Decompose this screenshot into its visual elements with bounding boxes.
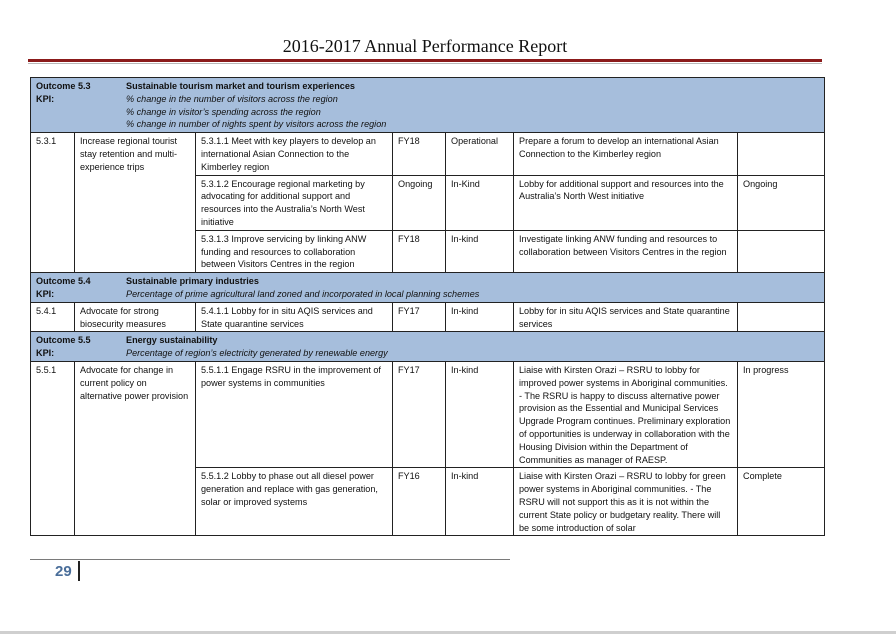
comment-cell: Lobby for in situ AQIS services and State quarantine services bbox=[514, 302, 738, 332]
action-cell: 5.3.1.2 Encourage regional marketing by advocating for additional support and resources into the Australia’s North West initiative bbox=[196, 175, 393, 230]
comment-cell: Liaise with Kirsten Orazi – RSRU to lobby for improved power systems in Aboriginal communities. - The RSRU is happy to discuss alternative power provision as the Essential and Municipal Services Upgrade Program continues. Preliminary exploration of opportunities is underway in collaboration with the Housing Division within the Department of Communities as manager of RAESP. bbox=[514, 361, 738, 467]
outcome-title: Sustainable primary industries bbox=[126, 276, 259, 287]
kpi-text: Percentage of prime agricultural land zoned and incorporated in local planning schemes bbox=[126, 288, 480, 299]
kpi-text: % change in the number of visitors across the region bbox=[126, 93, 338, 104]
timing-cell: Ongoing bbox=[393, 175, 446, 230]
action-cell: 5.5.1.1 Engage RSRU in the improvement of power systems in communities bbox=[196, 361, 393, 467]
status-cell: Ongoing bbox=[738, 175, 825, 230]
kpi-label: KPI: bbox=[36, 288, 55, 299]
outcome-header bbox=[31, 273, 825, 303]
timing-cell: FY18 bbox=[393, 133, 446, 175]
comment-cell: Liaise with Kirsten Orazi – RSRU to lobby for green power systems in Aboriginal communities. - The RSRU will not support this as it is not within the current State policy or budgetary reality. There will be some introduction of solar bbox=[514, 468, 738, 536]
resource-type-cell: Operational bbox=[446, 133, 514, 175]
kpi-text: % change in number of nights spent by visitors across the region bbox=[126, 119, 387, 130]
resource-type-cell: In-kind bbox=[446, 230, 514, 272]
outcome-title: Energy sustainability bbox=[126, 335, 218, 346]
timing-cell: FY18 bbox=[393, 230, 446, 272]
comment-cell: Prepare a forum to develop an international Asian Connection to the Kimberley region bbox=[514, 133, 738, 175]
table-row bbox=[31, 133, 825, 175]
strategy-id: 5.5.1 bbox=[31, 361, 75, 535]
status-cell bbox=[738, 133, 825, 175]
timing-cell: FY17 bbox=[393, 302, 446, 332]
comment-cell: Lobby for additional support and resources into the Australia’s North West initiative bbox=[514, 175, 738, 230]
kpi-text: Percentage of region’s electricity generated by renewable energy bbox=[126, 348, 388, 359]
action-cell: 5.3.1.1 Meet with key players to develop an international Asian Connection to the Kimberley region bbox=[196, 133, 393, 175]
header-rule bbox=[28, 59, 822, 62]
status-cell: In progress bbox=[738, 361, 825, 467]
performance-table bbox=[30, 77, 825, 536]
resource-type-cell: In-Kind bbox=[446, 175, 514, 230]
timing-cell: FY16 bbox=[393, 468, 446, 536]
report-title: 2016-2017 Annual Performance Report bbox=[282, 36, 568, 56]
resource-type-cell: In-kind bbox=[446, 361, 514, 467]
strategy-objective: Advocate for strong biosecurity measures bbox=[75, 302, 196, 332]
status-cell bbox=[738, 302, 825, 332]
footer-rule bbox=[30, 559, 510, 560]
strategy-objective: Increase regional tourist stay retention and multi-experience trips bbox=[75, 133, 196, 273]
kpi-label: KPI: bbox=[36, 348, 55, 359]
page-number: 29 bbox=[55, 563, 72, 580]
action-cell: 5.4.1.1 Lobby for in situ AQIS services and State quarantine services bbox=[196, 302, 393, 332]
outcome-label: Outcome 5.5 bbox=[36, 335, 91, 346]
table-row bbox=[31, 361, 825, 467]
resource-type-cell: In-kind bbox=[446, 302, 514, 332]
timing-cell: FY17 bbox=[393, 361, 446, 467]
action-cell: 5.5.1.2 Lobby to phase out all diesel power generation and replace with gas generation, solar or improved systems bbox=[196, 468, 393, 536]
strategy-id: 5.3.1 bbox=[31, 133, 75, 273]
outcome-label: Outcome 5.4 bbox=[36, 276, 91, 287]
status-cell: Complete bbox=[738, 468, 825, 536]
strategy-id: 5.4.1 bbox=[31, 302, 75, 332]
outcome-header bbox=[31, 78, 825, 133]
resource-type-cell: In-kind bbox=[446, 468, 514, 536]
table-row bbox=[31, 302, 825, 332]
strategy-objective: Advocate for change in current policy on alternative power provision bbox=[75, 361, 196, 535]
outcome-title: Sustainable tourism market and tourism experiences bbox=[126, 81, 355, 91]
header-rule-shadow bbox=[28, 63, 822, 64]
outcome-header bbox=[31, 332, 825, 362]
action-cell: 5.3.1.3 Improve servicing by linking ANW funding and resources to collaboration between Visitors Centres in the region bbox=[196, 230, 393, 272]
page-number-divider bbox=[78, 561, 80, 581]
outcome-label: Outcome 5.3 bbox=[36, 81, 91, 91]
kpi-text: % change in visitor’s spending across the region bbox=[126, 106, 321, 117]
kpi-label: KPI: bbox=[36, 93, 55, 104]
status-cell bbox=[738, 230, 825, 272]
comment-cell: Investigate linking ANW funding and resources to collaboration between Visitors Centres in the region bbox=[514, 230, 738, 272]
